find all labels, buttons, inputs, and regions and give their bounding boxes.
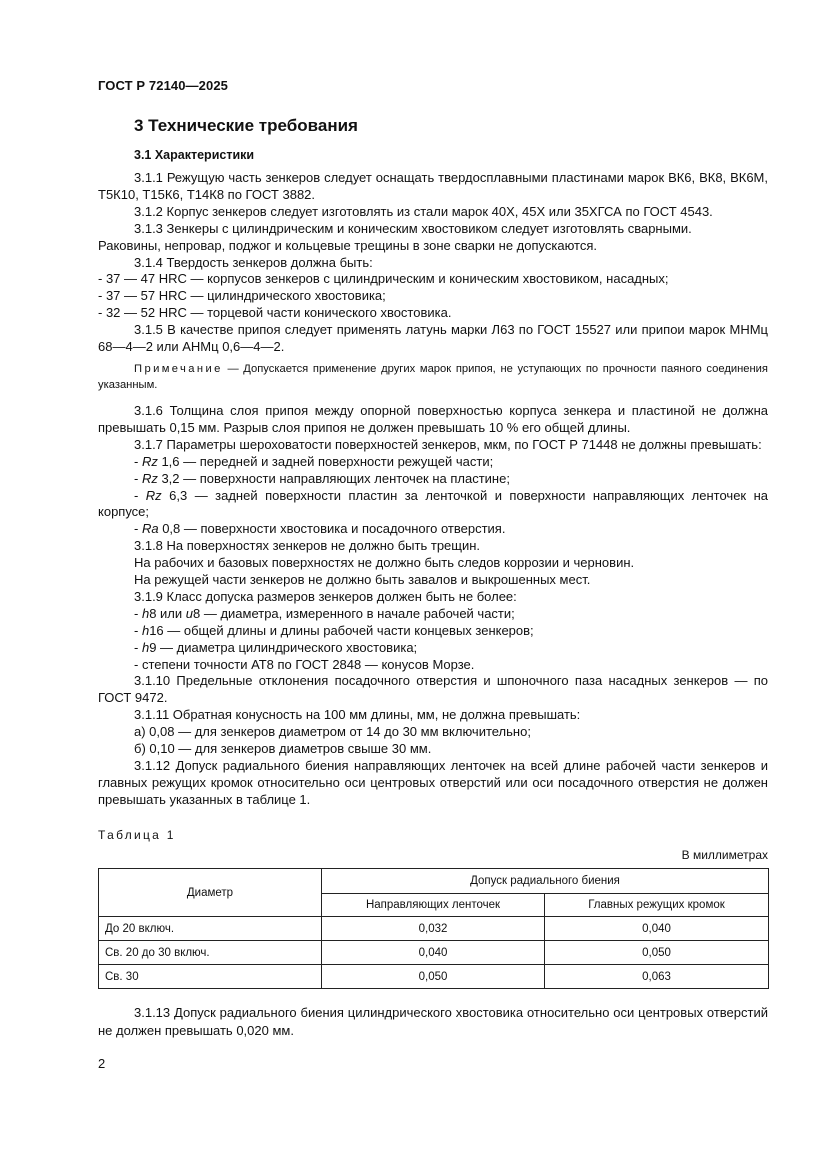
roughness-item-2: - Rz 3,2 — поверхности направляющих ленточек на пластине; — [134, 470, 510, 486]
roughness-item-3: - Rz 6,3 — задней поверхности пластин за ленточкой и поверхности направляющих ленточек на корпусе; — [98, 487, 768, 520]
table-row: До 20 включ. 0,032 0,040 — [99, 917, 769, 941]
header-guide-strips: Направляющих ленточек — [322, 894, 545, 917]
standard-code-header: ГОСТ Р 72140—2025 — [98, 78, 228, 93]
paragraph-3-1-7: 3.1.7 Параметры шероховатости поверхностей зенкеров, мкм, по ГОСТ Р 71448 не должны превышать: — [134, 436, 762, 452]
roughness-symbol: Ra — [141, 521, 159, 537]
paragraph-3-1-2: 3.1.2 Корпус зенкеров следует изготовлять из стали марок 40Х, 45Х или 35ХГСА по ГОСТ 4543. — [134, 203, 713, 219]
tolerance-item-1: - h8 или u8 — диаметра, измеренного в начале рабочей части; — [134, 605, 515, 621]
after-table-text — [98, 1004, 768, 1039]
paragraph-3-1-3-cont: Раковины, непровар, поджог и кольцевые трещины в зоне сварки не допускаются. — [98, 237, 598, 253]
note — [98, 361, 768, 393]
paragraph-3-1-3: 3.1.3 Зенкеры с цилиндрическим и коническим хвостовиком следует изготовлять сварными. — [134, 220, 692, 236]
header-group: Допуск радиального биения — [322, 869, 769, 894]
tolerance-item-3: - h9 — диаметра цилиндрического хвостовика; — [134, 639, 418, 655]
hardness-item-1: - 37 — 47 HRC — корпусов зенкеров с цилиндрическим и коническим хвостовиком, насадных; — [98, 271, 669, 287]
table-row: Св. 30 0,050 0,063 — [99, 965, 769, 989]
paragraph-3-1-11: 3.1.11 Обратная конусность на 100 мм длины, мм, не должна превышать: — [134, 707, 581, 723]
paragraph-3-1-9: 3.1.9 Класс допуска размеров зенкеров должен быть не более: — [134, 588, 517, 604]
taper-item-a: а) 0,08 — для зенкеров диаметром от 14 до 30 мм включительно; — [134, 724, 531, 740]
taper-item-b: б) 0,10 — для зенкеров диаметров свыше 30 мм. — [134, 741, 432, 757]
table-row: Св. 20 до 30 включ. 0,040 0,050 — [99, 941, 769, 965]
header-cutting-edges: Главных режущих кромок — [545, 894, 769, 917]
roughness-item-1: - Rz 1,6 — передней и задней поверхности режущей части; — [134, 453, 494, 469]
table-units: В миллиметрах — [681, 848, 768, 862]
roughness-symbol: Rz — [141, 453, 158, 469]
tolerance-table — [98, 868, 769, 989]
paragraph-3-1-8: 3.1.8 На поверхностях зенкеров не должно быть трещин. — [134, 538, 481, 554]
tolerance-item-2: - h16 — общей длины и длины рабочей части концевых зенкеров; — [134, 622, 534, 638]
subsection-title: 3.1 Характеристики — [134, 148, 255, 162]
table-caption: Таблица 1 — [98, 828, 176, 842]
paragraph-3-1-12: 3.1.12 Допуск радиального биения направляющих ленточек на всей длине рабочей части зенкеров и главных режущих кромок относительно оси центровых отверстий или оси посадочного отверстия не должен превышать указанных в таблице 1. — [98, 758, 768, 807]
section-title: 3 Технические требования — [134, 116, 358, 135]
paragraph-3-1-6: 3.1.6 Толщина слоя припоя между опорной поверхностью корпуса зенкера и пластиной не должна превышать 0,15 мм. Разрыв слоя припоя не должен превышать 10 % его общей длины. — [98, 402, 768, 435]
paragraph-3-1-1: 3.1.1 Режущую часть зенкеров следует оснащать твердосплавными пластинами марок ВК6, ВК8, ВК6М, Т5К10, Т15К6, Т14К8 по ГОСТ 3882. — [98, 170, 768, 202]
tolerance-item-4: - степени точности АТ8 по ГОСТ 2848 — конусов Морзе. — [134, 656, 475, 672]
paragraph-3-1-13: 3.1.13 Допуск радиального биения цилиндрического хвостовика относительно оси центровых отверстий не должен превышать 0,020 мм. — [98, 1005, 768, 1038]
roughness-item-4: - Ra 0,8 — поверхности хвостовика и посадочного отверстия. — [134, 521, 506, 537]
roughness-symbol: Rz — [145, 487, 162, 503]
header-diameter: Диаметр — [99, 869, 322, 917]
paragraph-3-1-5: 3.1.5 В качестве припоя следует применять латунь марки Л63 по ГОСТ 15527 или припои марок МНМц 68—4—2 или АНМц 0,6—4—2. — [98, 322, 768, 355]
paragraph-3-1-8-cont-1: На рабочих и базовых поверхностях не должно быть следов коррозии и черновин. — [134, 555, 635, 571]
body-text — [98, 170, 768, 809]
paragraph-3-1-4: 3.1.4 Твердость зенкеров должна быть: — [134, 254, 373, 270]
note-label: Примечание — [134, 362, 223, 375]
hardness-item-3: - 32 — 52 HRC — торцевой части конического хвостовика. — [98, 305, 452, 321]
roughness-symbol: Rz — [141, 470, 158, 486]
paragraph-3-1-10: 3.1.10 Предельные отклонения посадочного отверстия и шпоночного паза насадных зенкеров — по ГОСТ 9472. — [98, 673, 768, 706]
paragraph-3-1-8-cont-2: На режущей части зенкеров не должно быть завалов и выкрошенных мест. — [134, 572, 591, 588]
page-number: 2 — [98, 1056, 106, 1071]
note-text: — Допускается применение других марок припоя, не уступающих по прочности паяного соединения указанным. — [98, 362, 768, 391]
hardness-item-2: - 37 — 57 HRC — цилиндрического хвостовика; — [98, 288, 386, 304]
